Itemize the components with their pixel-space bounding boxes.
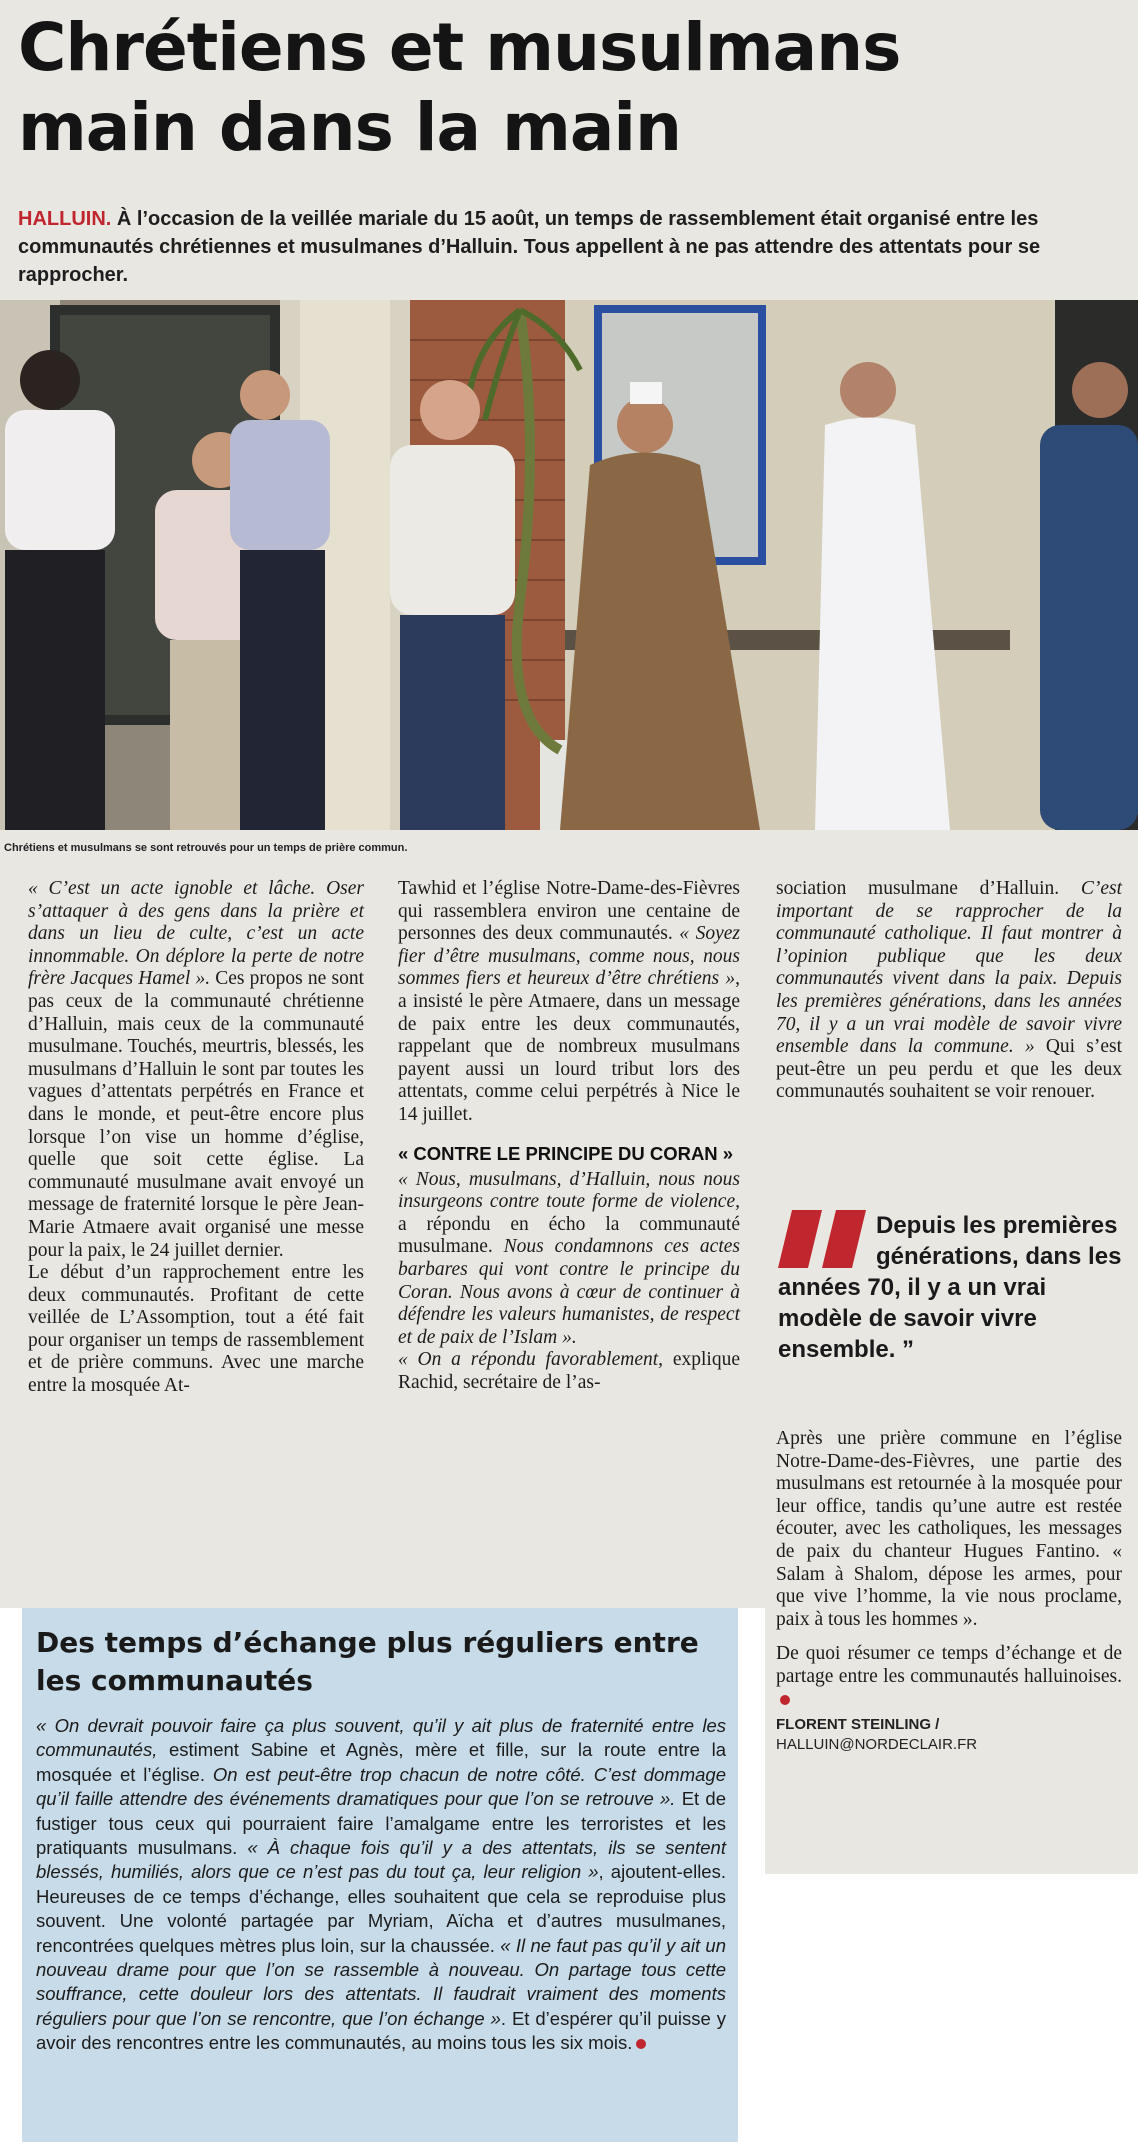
col2-quote-2: « Nous, musulmans, d’Halluin, nous nous insurgeons contre toute forme de violence, <box>398 1168 740 1213</box>
lead-city: HALLUIN. <box>18 208 112 230</box>
sidebar-title: Des temps d’échange plus réguliers entre les communautés <box>36 1626 699 1697</box>
sidebar-quote-4: « Il ne faut pas qu’il y ait un nouveau drame pour que l’on se rassemble à nouveau. On partage tous cette souffrance, cette douleur lors des attentats. Il faudrait vraiment des moments réguliers pour que l’on se rencontre, que l’on échange » <box>36 1934 726 2029</box>
col2-text-b: , a insisté le père Atmaere, dans un message de paix entre les deux communautés, rappelant que de nombreux musulmans payent aussi un lourd tribut lors des attentats, comme celui perpétrés à Nice le 14 juillet. <box>398 968 740 1125</box>
sidebar-text-4: . Et d’espérer qu’il puisse y avoir des rencontres entre les communautés, au moins tous les six mois. <box>36 2007 726 2054</box>
col3-text-a: sociation musulmane d’Halluin. <box>776 878 1081 899</box>
photo-illustration <box>0 300 1138 830</box>
byline <box>776 1715 1122 1755</box>
col1-quote: « C’est un acte ignoble et lâche. Oser s’attaquer à des gens dans la prière et dans un lieu de culte, c’est un acte innommable. On déplore la perte de notre frère Jacques Hamel ». <box>28 878 364 990</box>
headline <box>18 8 1128 168</box>
col3-paragraph-2: Après une prière commune en l’église Notre-Dame-des-Fièvres, une partie des musulmans est retournée à la mosquée pour leur office, tandis qu’une autre est restée écouter, avec les catholiques, les messages de paix du chanteur Hugues Fantino. « Salam à Shalom, dépose les armes, pour que vive l’homme, la vie nous proclame, paix à tous les hommes ». <box>776 1428 1122 1630</box>
col2-quote-4: « On a répondu favorablement, <box>398 1349 664 1371</box>
col2-quote-3: Nous condamnons ces actes barbares qui vont contre le principe du Coran. Nous avons à cœur de continuer à défendre les valeurs humanistes, de respect et de paix de l’Islam ». <box>398 1236 740 1348</box>
headline-line-2: main dans la main <box>18 89 681 166</box>
author-name: FLORENT STEINLING / <box>776 1716 940 1734</box>
sidebar-text-1: estiment Sabine et Agnès, mère et fille, sur la route entre la mosquée et l’église. <box>36 1739 726 1785</box>
col2-subhead: « CONTRE LE PRINCIPE DU CORAN » <box>398 1142 734 1164</box>
end-mark-icon <box>780 1695 790 1705</box>
photo-caption: Chrétiens et musulmans se sont retrouvés pour un temps de prière commun. <box>4 842 408 854</box>
article-column-3-continued <box>776 1428 1122 1755</box>
headline-line-1: Chrétiens et musulmans <box>18 9 901 86</box>
sidebar-end-mark-icon <box>636 2039 646 2049</box>
col3-text-c: De quoi résumer ce temps d’échange et de partage entre les communautés halluinoises. <box>776 1643 1122 1687</box>
col1-paragraph-1 <box>28 878 364 1262</box>
quote-marks-icon <box>778 1210 868 1268</box>
col2-text-d: explique Rachid, secrétaire de l’as- <box>398 1349 740 1393</box>
col2-paragraph-1 <box>398 878 740 1127</box>
pull-quote <box>778 1210 1130 1365</box>
col3-paragraph-3 <box>776 1643 1122 1711</box>
sidebar-quote-1: « On devrait pouvoir faire ça plus souvent, qu’il y ait plus de fraternité entre les communautés, <box>36 1715 726 1761</box>
pull-quote-text: Depuis les premières générations, dans les années 70, il y a un vrai modèle de savoir vivre ensemble. ” <box>778 1212 1122 1363</box>
lead-text: À l’occasion de la veillée mariale du 15 août, un temps de rassemblement était organisé entre les communautés chrétiennes et musulmanes d’Halluin. Tous appellent à ne pas attendre des attentats pour se rapprocher. <box>18 208 1041 286</box>
col3-quote: C’est important de se rapprocher de la communauté catholique. Il faut montrer à l’opinion publique que les deux communautés vivent dans la paix. Depuis les premières générations, dans les années 70, il y a un vrai modèle de savoir vivre ensemble dans la commune. » <box>776 878 1122 1058</box>
col2-text-c: a répondu en écho la communauté musulmane. <box>398 1213 740 1258</box>
col2-paragraph-3 <box>398 1349 740 1394</box>
article-column-1 <box>28 878 364 1398</box>
sidebar-body <box>36 1714 726 2056</box>
col2-paragraph-2 <box>398 1169 740 1350</box>
sidebar-quote-2: On est peut-être trop chacun de notre côté. C’est dommage qu’il faille attendre des événements dramatiques pour que l’on se retrouve ». <box>36 1763 726 1810</box>
sidebar-text-2: Et de fustiger tous ceux qui pourraient faire l’amalgame entre les terroristes et les pratiquants musulmans. <box>36 1788 726 1859</box>
col3-text-b: Qui s’est peut-être un peu perdu et que les deux communautés souhaitent se voir renouer. <box>776 1036 1122 1103</box>
col2-text-a: Tawhid et l’église Notre-Dame-des-Fièvres qui rassemblera environ une centaine de personnes des deux communautés. <box>398 878 740 945</box>
article-photo <box>0 300 1138 830</box>
sidebar-text-3: , ajoutent-elles. Heureuses de ce temps d’échange, elles souhaitent que cela se reproduise plus souvent. Une volonté partagée par Myriam, Aïcha et d’autres musulmanes, rencontrées quelques mètres plus loin, sur la chaussée. <box>36 1861 726 1956</box>
author-email[interactable]: HALLUIN@NORDECLAIR.FR <box>776 1736 978 1754</box>
article-column-3 <box>776 878 1122 1104</box>
col3-paragraph-1 <box>776 878 1122 1104</box>
article-column-2 <box>398 878 740 1394</box>
col2-quote: « Soyez fier d’être musulmans, comme nous, nous sommes fiers et heureux d’être chrétiens » <box>398 923 741 990</box>
lead-paragraph <box>18 205 1128 289</box>
sidebar-box <box>22 1608 738 2142</box>
col1-paragraph-2: Le début d’un rapprochement entre les deux communautés. Profitant de cette veillée de L’Assomption, tout a été fait pour organiser un temps de rassemblement et de prière communs. Avec une marche entre la mosquée At- <box>28 1262 364 1397</box>
col1-text: Ces propos ne sont pas ceux de la communauté chrétienne d’Halluin, mais ceux de la communauté musulmane. Touchés, meurtris, blessés, les musulmans d’Halluin le sont par toutes les vagues d’attentats perpétrés en France et dans le monde, et peut-être encore plus lorsque l’on vise un homme d’église, quelle que soit cette église. La communauté musulmane avait envoyé un message de fraternité lorsque le père Jean-Marie Atmaere avait organisé une messe pour la paix, le 24 juillet dernier. <box>28 968 364 1261</box>
sidebar-quote-3: « À chaque fois qu’il y a des attentats, ils se sentent blessés, humiliés, alors que ce n’est pas du tout ça, leur religion » <box>36 1837 726 1883</box>
